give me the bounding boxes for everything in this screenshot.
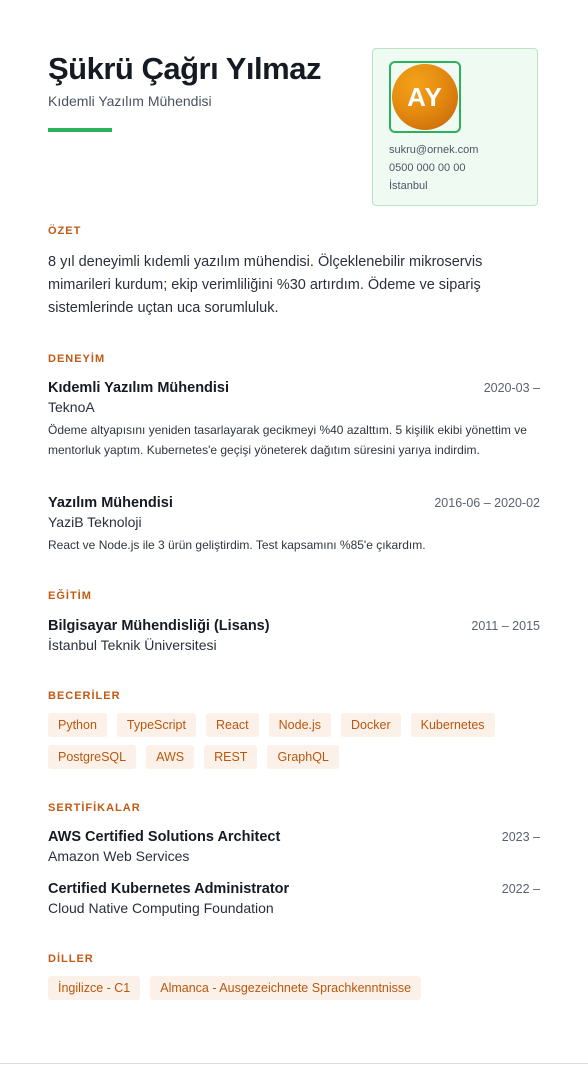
section-title-summary: ÖZET — [48, 225, 82, 237]
certification-title: AWS Certified Solutions Architect — [48, 829, 281, 845]
skill-chip: Node.js — [269, 713, 331, 737]
experience-title: Yazılım Mühendisi — [48, 495, 173, 511]
experience-item — [48, 380, 540, 460]
certification-date: 2023 – — [501, 830, 540, 844]
contact-phone[interactable]: 0500 000 00 00 — [389, 162, 466, 174]
education-item — [48, 618, 540, 653]
certification-issuer: Amazon Web Services — [48, 848, 190, 864]
certification-item — [48, 881, 540, 916]
languages-list — [48, 976, 540, 1000]
section-title-education: EĞİTİM — [48, 590, 92, 602]
experience-description: React ve Node.js ile 3 ürün geliştirdim. Test kapsamını %85'e çıkardım. — [48, 538, 426, 552]
summary-text: 8 yıl deneyimli kıdemli yazılım mühendisi. Ölçeklenebilir mikroservis mimarileri kurdum; ekip verimliliğini %30 artırdım. Ödeme ve sipariş sistemlerinde uçtan uca sorumluluk. — [48, 254, 483, 316]
contact-card — [372, 48, 538, 206]
page-bottom-divider — [0, 1063, 588, 1064]
experience-company: YaziB Teknoloji — [48, 514, 142, 530]
section-title-certifications: SERTİFİKALAR — [48, 802, 141, 814]
skill-chip: AWS — [146, 745, 194, 769]
education-school: İstanbul Teknik Üniversitesi — [48, 637, 217, 653]
accent-divider — [48, 128, 112, 132]
education-degree: Bilgisayar Mühendisliği (Lisans) — [48, 618, 270, 634]
skill-chip: React — [206, 713, 259, 737]
certification-date: 2022 – — [501, 882, 540, 896]
skill-chip: GraphQL — [267, 745, 338, 769]
candidate-name: Şükrü Çağrı Yılmaz — [48, 51, 321, 86]
experience-item — [48, 495, 540, 556]
certification-issuer: Cloud Native Computing Foundation — [48, 900, 274, 916]
avatar-frame — [389, 61, 461, 133]
language-chip: Almanca - Ausgezeichnete Sprachkenntnisse — [150, 976, 421, 1000]
experience-title: Kıdemli Yazılım Mühendisi — [48, 380, 230, 396]
candidate-role: Kıdemli Yazılım Mühendisi — [48, 93, 212, 109]
experience-date: 2016-06 – 2020-02 — [434, 496, 540, 510]
contact-details — [389, 141, 478, 195]
skills-list — [48, 713, 540, 769]
certification-title: Certified Kubernetes Administrator — [48, 881, 290, 897]
experience-company: TeknoA — [48, 399, 95, 415]
contact-city: İstanbul — [389, 180, 428, 192]
section-title-skills: BECERİLER — [48, 690, 121, 702]
skill-chip: Python — [48, 713, 107, 737]
contact-email[interactable]: sukru@ornek.com — [389, 144, 479, 156]
experience-description: Ödeme altyapısını yeniden tasarlayarak gecikmeyi %40 azalttım. 5 kişilik ekibi yönettim ve mentorluk yaptım. Kubernetes'e geçişi yöneterek dağıtım süresini yarıya indirdim. — [48, 423, 527, 457]
resume-header — [48, 50, 348, 132]
avatar — [392, 64, 458, 130]
language-chip: İngilizce - C1 — [48, 976, 140, 1000]
experience-date: 2020-03 – — [483, 381, 540, 395]
skill-chip: Kubernetes — [411, 713, 495, 737]
skill-chip: TypeScript — [117, 713, 196, 737]
education-date: 2011 – 2015 — [471, 619, 540, 633]
avatar-initials: AY — [407, 81, 443, 112]
certification-item — [48, 829, 540, 864]
skill-chip: REST — [204, 745, 257, 769]
section-title-experience: DENEYİM — [48, 353, 106, 365]
section-title-languages: DİLLER — [48, 953, 94, 965]
skill-chip: PostgreSQL — [48, 745, 136, 769]
skill-chip: Docker — [341, 713, 401, 737]
